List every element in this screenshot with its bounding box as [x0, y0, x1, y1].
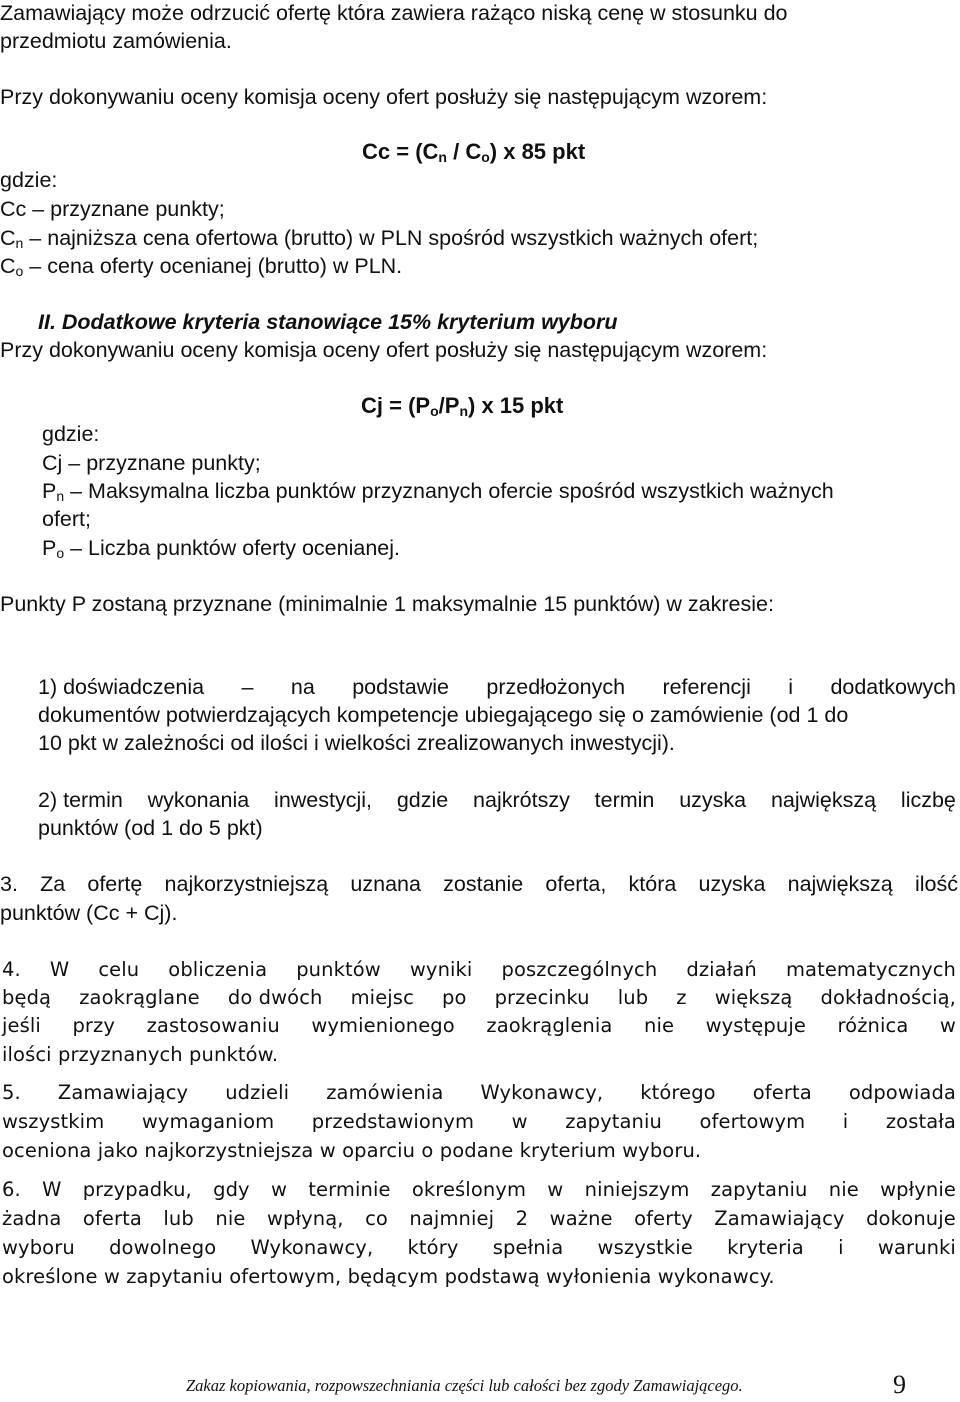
- criteria-item-1-line: dokumentów potwierdzających kompetencje ubiegającego się o zamówienie (od 1 do: [38, 703, 849, 727]
- points-intro: Punkty P zostaną przyznane (minimalnie 1 maksymalnie 15 punktów) w zakresie:: [0, 592, 774, 616]
- formula-lead: Przy dokonywaniu oceny komisja oceny ofert posłuży się następującym wzorem:: [0, 338, 768, 362]
- point-4-line: 4. W celu obliczenia punktów wyniki poszczególnych działań matematycznych: [2, 958, 956, 981]
- point-3-line: 3. Za ofertę najkorzystniejszą uznana zostanie oferta, która uzyska największą ilość: [0, 872, 958, 896]
- definition-po: $P_o$ – Liczba punktów oferty ocenianej.: [42, 536, 400, 561]
- formula-lead: Przy dokonywaniu oceny komisja oceny ofert posłuży się następującym wzorem:: [0, 85, 768, 109]
- gdzie-label: gdzie:: [42, 422, 100, 446]
- point-5-line: wszystkim wymaganiom przedstawionym w zapytaniu ofertowym i została: [2, 1110, 956, 1133]
- point-6-line: określone w zapytaniu ofertowym, będącym podstawą wyłonienia wykonawcy.: [2, 1265, 775, 1288]
- formula-cc: $Cc = (C_n / C_o)$ x 85 pkt: [362, 139, 586, 165]
- point-5-line: 5. Zamawiający udzieli zamówienia Wykonawcy, którego oferta odpowiada: [2, 1081, 956, 1104]
- definition-pn-cont: ofert;: [42, 507, 91, 531]
- point-4-line: będą zaokrąglane do dwóch miejsc po przecinku lub z większą dokładnością,: [2, 986, 956, 1009]
- point-5-line: oceniona jako najkorzystniejsza w oparciu o podane kryterium wyboru.: [2, 1139, 702, 1162]
- intro-line: Zamawiający może odrzucić ofertę która zawiera rażąco niską cenę w stosunku do: [0, 1, 788, 25]
- point-6-line: żadna oferta lub nie wpłyną, co najmniej 2 ważne oferty Zamawiający dokonuje: [2, 1207, 956, 1230]
- footer-notice: Zakaz kopiowania, rozpowszechniania części lub całości bez zgody Zamawiającego.: [186, 1376, 743, 1395]
- point-6-line: wyboru dowolnego Wykonawcy, który spełnia wszystkie kryteria i warunki: [2, 1236, 956, 1259]
- intro-line: przedmiotu zamówienia.: [0, 29, 232, 53]
- definition-pn: $P_n$ – Maksymalna liczba punktów przyznanych ofercie spośród wszystkich ważnych: [42, 479, 834, 504]
- point-6-line: 6. W przypadku, gdy w terminie określonym w niniejszym zapytaniu nie wpłynie: [2, 1178, 956, 1201]
- definition-cc: Cc – przyznane punkty;: [0, 197, 225, 221]
- section-heading: II. Dodatkowe kryteria stanowiące 15% kryterium wyboru: [38, 310, 618, 334]
- definition-cn: $C_n$ – najniższa cena ofertowa (brutto) w PLN spośród wszystkich ważnych ofert;: [0, 226, 759, 251]
- point-3-line: punktów (Cc + Cj).: [0, 901, 178, 925]
- point-4-line: ilości przyznanych punktów.: [2, 1043, 279, 1066]
- definition-cj: Cj – przyznane punkty;: [42, 451, 261, 475]
- formula-cj: $Cj = (P_o/P_n)$ x 15 pkt: [361, 393, 564, 419]
- point-4-line: jeśli przy zastosowaniu wymienionego zaokrąglenia nie występuje różnica w: [2, 1014, 956, 1037]
- criteria-item-1-line: 10 pkt w zależności od ilości i wielkości zrealizowanych inwestycji).: [38, 731, 675, 755]
- definition-co: $C_o$ – cena oferty ocenianej (brutto) w PLN.: [0, 254, 403, 279]
- gdzie-label: gdzie:: [0, 168, 58, 192]
- criteria-item-1-line: 1) doświadczenia – na podstawie przedłożonych referencji i dodatkowych: [38, 675, 956, 699]
- page-number: 9: [893, 1370, 906, 1399]
- criteria-item-2-line: 2) termin wykonania inwestycji, gdzie najkrótszy termin uzyska największą liczbę: [38, 788, 956, 812]
- criteria-item-2-line: punktów (od 1 do 5 pkt): [38, 816, 263, 840]
